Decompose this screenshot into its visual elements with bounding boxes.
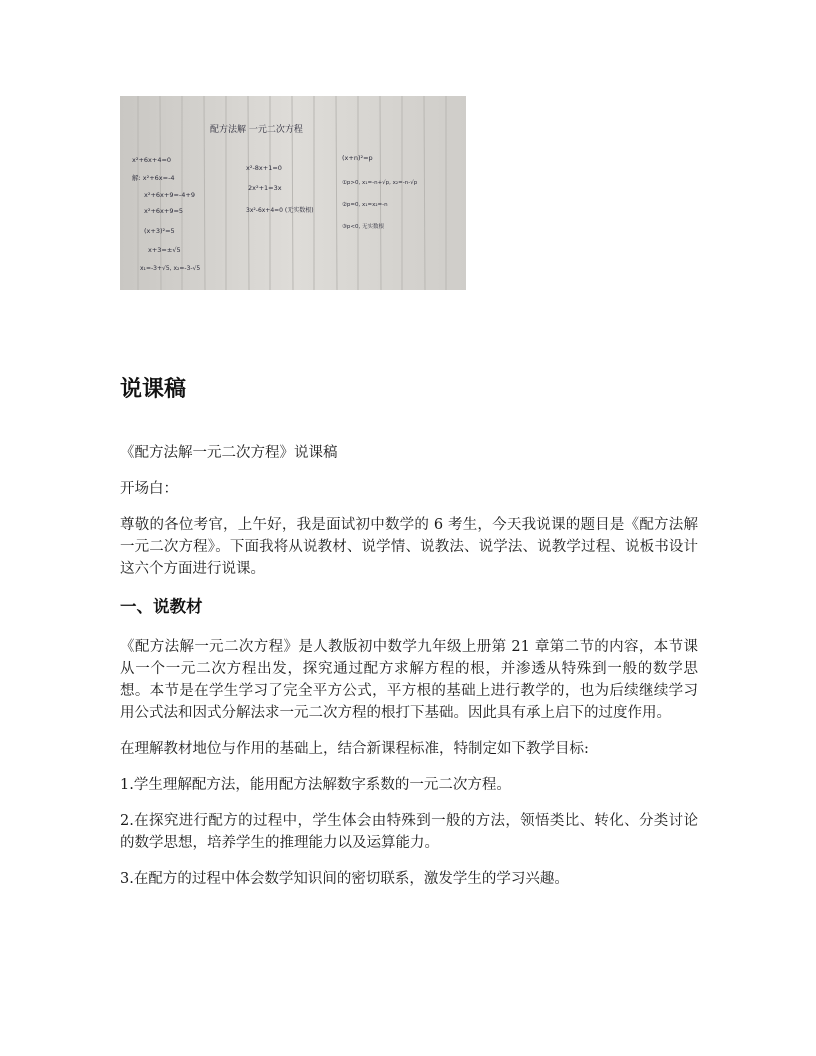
opening-label: 开场白： xyxy=(120,481,178,497)
photo-col1-line1: x²+6x+4=0 xyxy=(132,156,172,164)
photo-col1-line2: 解: x²+6x=-4 xyxy=(132,174,175,182)
board-photo xyxy=(120,96,466,290)
textbook-paragraph: 《配方法解一元二次方程》是人教版初中数学九年级上册第 21 章第二节的内容，本节课从一个一元二次方程出发，探究通过配方求解方程的根，并渗透从特殊到一般的数学思想。本节是在学生学习了完全平方公式，平方根的基础上进行教学的，也为后续继续学习用公式法和因式分解法求一元二次方程的根打下基础。因此具有承上启下的过度作用。 xyxy=(120,639,698,721)
photo-col3-line2: ①p>0, x₁=-n+√p, x₂=-n-√p xyxy=(342,180,418,186)
photo-col1-line5: (x+3)²=5 xyxy=(144,227,175,235)
goal-2: 2.在探究进行配方的过程中，学生体会由特殊到一般的方法，领悟类比、转化、分类讨论的数学思想，培养学生的推理能力以及运算能力。 xyxy=(120,813,698,851)
photo-col1-line7: x₁=-3+√5, x₂=-3-√5 xyxy=(140,265,201,272)
photo-col1-line6: x+3=±√5 xyxy=(148,246,181,254)
document-body xyxy=(120,372,698,904)
photo-col2-line2: 2x²+1=3x xyxy=(248,184,282,192)
board-photo-svg xyxy=(120,96,466,290)
goal-1: 1.学生理解配方法，能用配方法解数字系数的一元二次方程。 xyxy=(120,777,511,793)
document-subtitle: 《配方法解一元二次方程》说课稿 xyxy=(120,445,338,461)
photo-col3-line4: ③p<0, 无实数根 xyxy=(342,224,385,230)
section-heading-1: 一、说教材 xyxy=(120,597,203,616)
document-title: 说课稿 xyxy=(120,377,187,402)
photo-col3-line3: ②p=0, x₁=x₂=-n xyxy=(342,202,388,208)
goals-intro: 在理解教材地位与作用的基础上，结合新课程标准，特制定如下教学目标: xyxy=(120,741,589,757)
photo-title: 配方法解 一元二次方程 xyxy=(210,125,303,135)
photo-col3-line1: (x+n)²=p xyxy=(342,154,373,162)
photo-col2-line3: 3x²-6x+4=0 (无实数根) xyxy=(246,207,314,214)
opening-paragraph: 尊敬的各位考官，上午好，我是面试初中数学的 6 考生，今天我说课的题目是《配方法解一元二次方程》。下面我将从说教材、说学情、说教法、说学法、说教学过程、说板书设计这六个方面进行说课。 xyxy=(120,517,698,577)
photo-col1-line3: x²+6x+9=-4+9 xyxy=(144,191,195,199)
photo-col2-line1: x²-8x+1=0 xyxy=(246,164,282,172)
goal-3: 3.在配方的过程中体会数学知识间的密切联系，激发学生的学习兴趣。 xyxy=(120,871,569,887)
photo-col1-line4: x²+6x+9=5 xyxy=(144,207,184,215)
